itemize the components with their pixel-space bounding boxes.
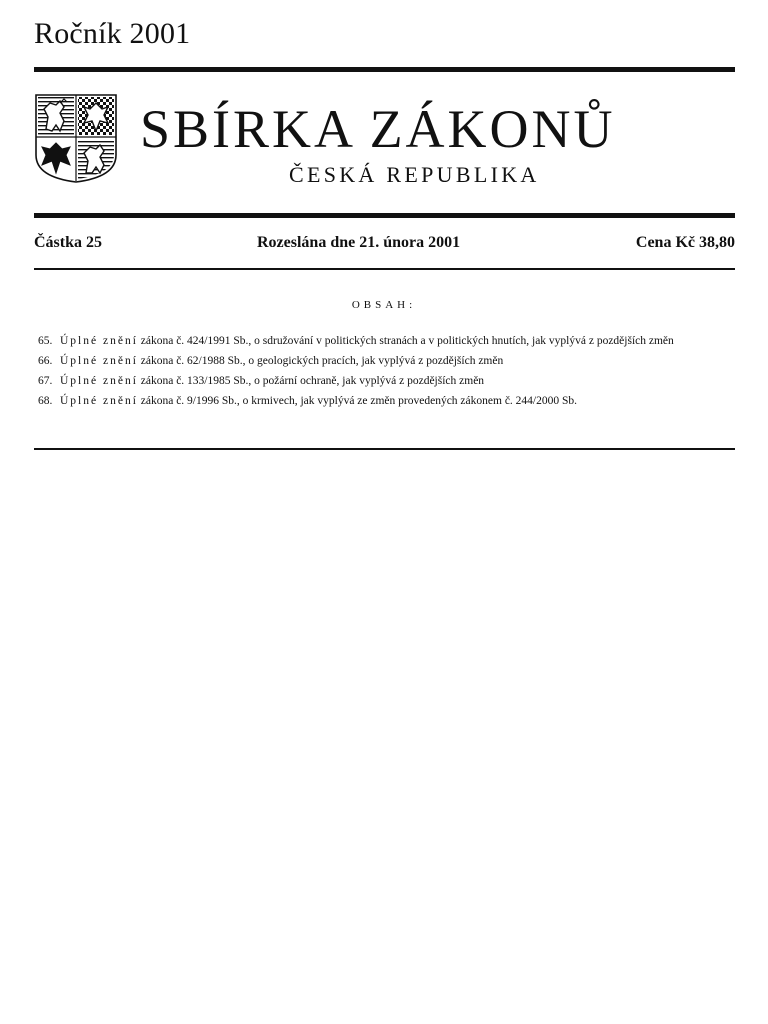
entry-number: 68. [38, 395, 53, 407]
gazette-title: SBÍRKA ZÁKONŮ [140, 99, 616, 159]
issue-distribution-date: Rozeslána dne 21. února 2001 [257, 234, 461, 251]
coat-of-arms-icon [34, 93, 118, 183]
top-divider [34, 67, 735, 72]
issue-price: Cena Kč 38,80 [635, 234, 735, 251]
entry-text: zákona č. 133/1985 Sb., o požární ochraně, jak vyplývá z pozdějších změn [137, 375, 485, 387]
entry-number: 66. [38, 355, 53, 367]
contents-entry [34, 354, 735, 368]
entry-text: zákona č. 424/1991 Sb., o sdružování v politických stranách a v politických hnutích, jak vyplývá z pozdějších změn [137, 335, 674, 347]
meta-divider [34, 268, 735, 270]
issue-part: Částka 25 [34, 234, 103, 251]
entry-number: 65. [38, 335, 53, 347]
contents-entry [34, 394, 735, 408]
entry-lead: Úplné znění [60, 355, 138, 367]
entry-lead: Úplné znění [60, 395, 138, 407]
contents-entry [34, 334, 735, 348]
contents-end-divider [34, 448, 735, 450]
entry-text: zákona č. 9/1996 Sb., o krmivech, jak vyplývá ze změn provedených zákonem č. 244/2000 Sb. [137, 395, 578, 407]
entry-lead: Úplné znění [60, 335, 138, 347]
volume-year: Ročník 2001 [34, 17, 191, 50]
entry-number: 67. [38, 375, 53, 387]
gazette-subtitle: ČESKÁ REPUBLIKA [289, 162, 540, 187]
entry-text: zákona č. 62/1988 Sb., o geologických pracích, jak vyplývá z pozdějších změn [137, 355, 504, 367]
contents-list [34, 334, 735, 414]
contents-heading: OBSAH: [351, 299, 417, 311]
entry-lead: Úplné znění [60, 375, 138, 387]
header-divider [34, 213, 735, 218]
contents-entry [34, 374, 735, 388]
